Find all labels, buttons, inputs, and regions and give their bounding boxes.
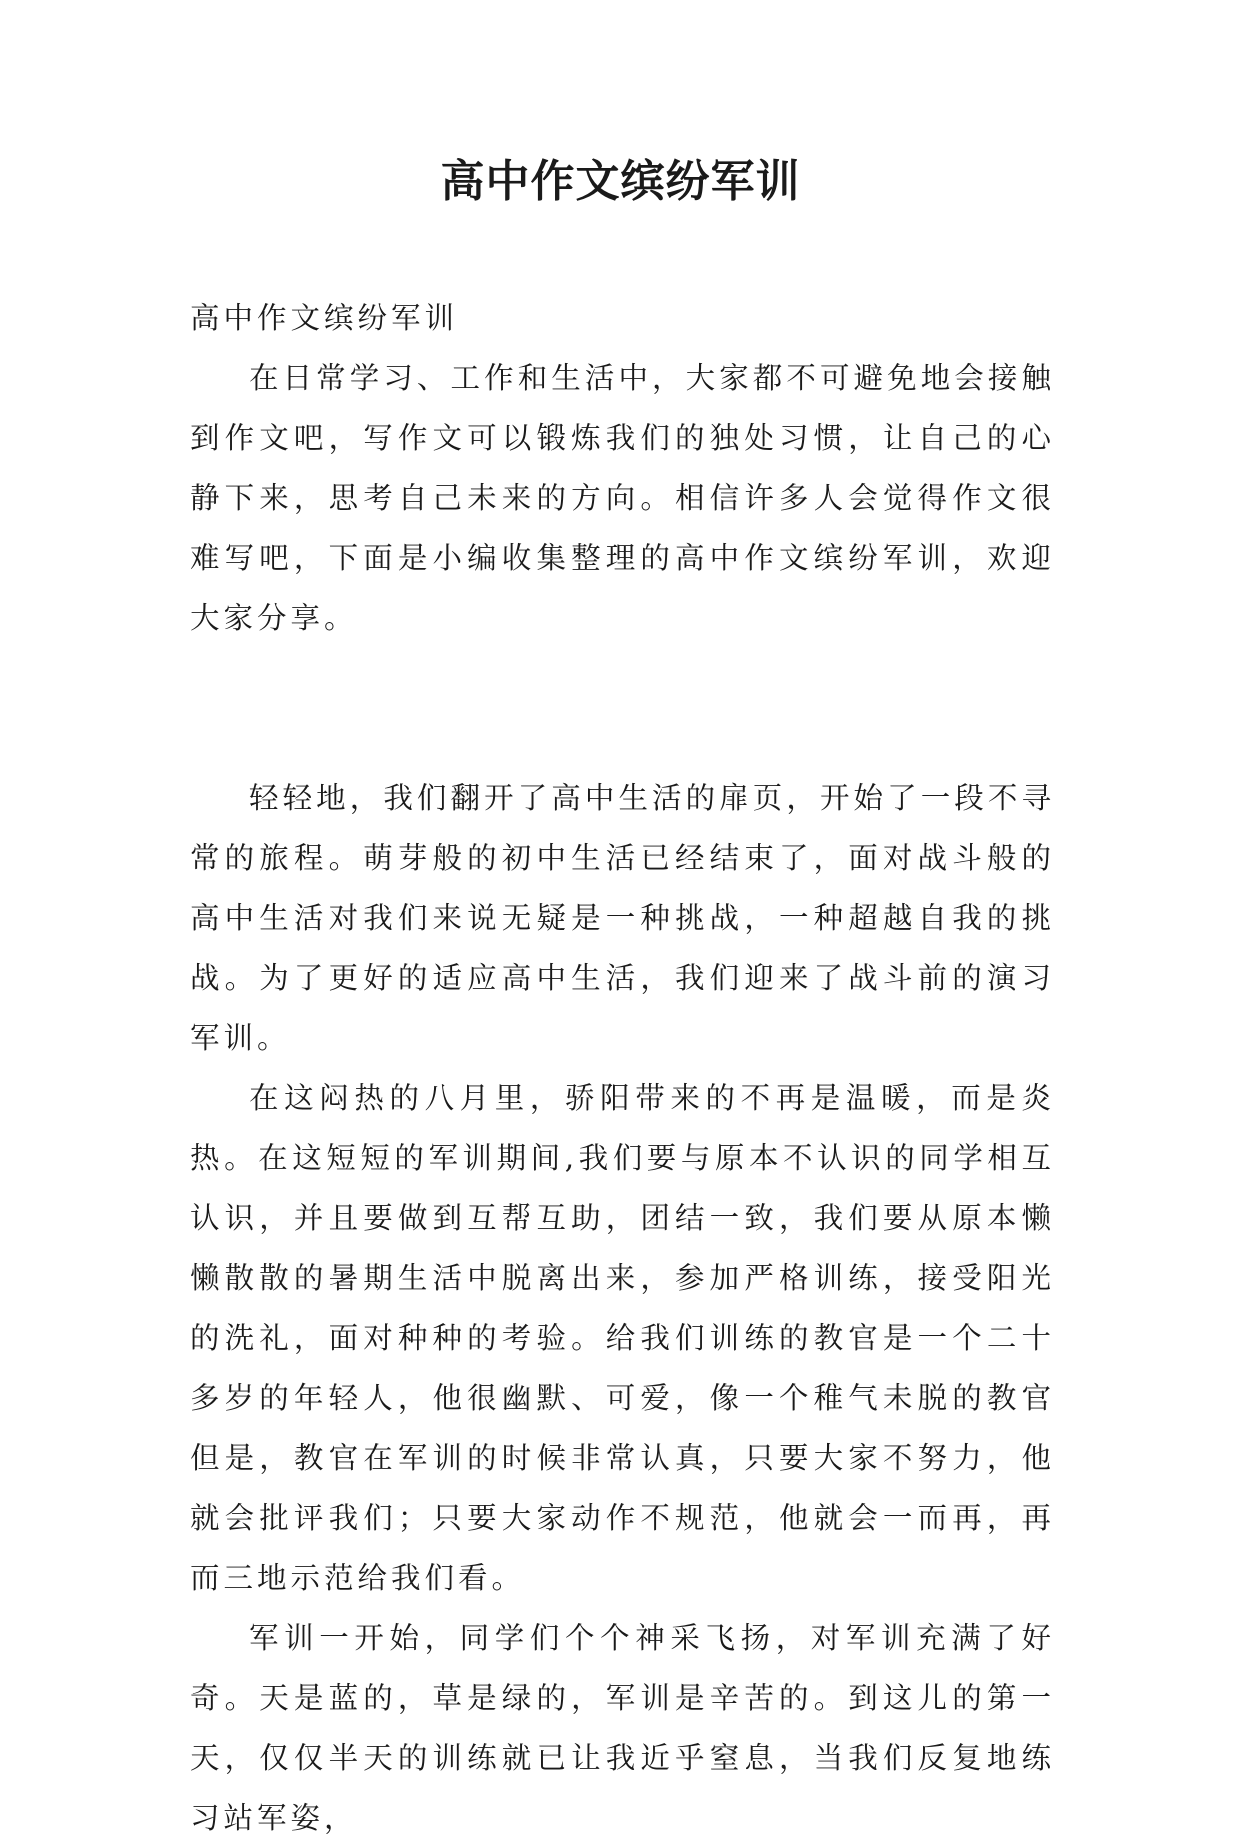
intro-paragraph: 在日常学习、工作和生活中，大家都不可避免地会接触到作文吧，写作文可以锻炼我们的独处习惯，让自己的心静下来，思考自己未来的方向。相信许多人会觉得作文很难写吧，下面是小编收集整理的高中作文缤纷军训，欢迎大家分享。	[190, 361, 1055, 635]
document-body	[190, 288, 1055, 1848]
body-paragraph-3: 军训一开始，同学们个个神采飞扬，对军训充满了好奇。天是蓝的，草是绿的，军训是辛苦的。到这儿的第一天，仅仅半天的训练就已让我近乎窒息，当我们反复地练习站军姿，	[190, 1621, 1055, 1835]
document-subtitle: 高中作文缤纷军训	[190, 301, 459, 335]
paragraph-spacer	[190, 648, 1055, 768]
body-paragraph-2: 在这闷热的八月里，骄阳带来的不再是温暖，而是炎热。在这短短的军训期间,我们要与原本不认识的同学相互认识，并且要做到互帮互助，团结一致，我们要从原本懒懒散散的暑期生活中脱离出来，参加严格训练，接受阳光的洗礼，面对种种的考验。给我们训练的教官是一个二十多岁的年轻人，他很幽默、可爱，像一个稚气未脱的教官但是，教官在军训的时候非常认真，只要大家不努力，他就会批评我们；只要大家动作不规范，他就会一而再，再而三地示范给我们看。	[190, 1081, 1055, 1595]
document-title: 高中作文缤纷军训	[440, 156, 801, 207]
body-paragraph-1: 轻轻地，我们翻开了高中生活的扉页，开始了一段不寻常的旅程。萌芽般的初中生活已经结束了，面对战斗般的高中生活对我们来说无疑是一种挑战，一种超越自我的挑战。为了更好的适应高中生活，我们迎来了战斗前的演习军训。	[190, 781, 1055, 1055]
